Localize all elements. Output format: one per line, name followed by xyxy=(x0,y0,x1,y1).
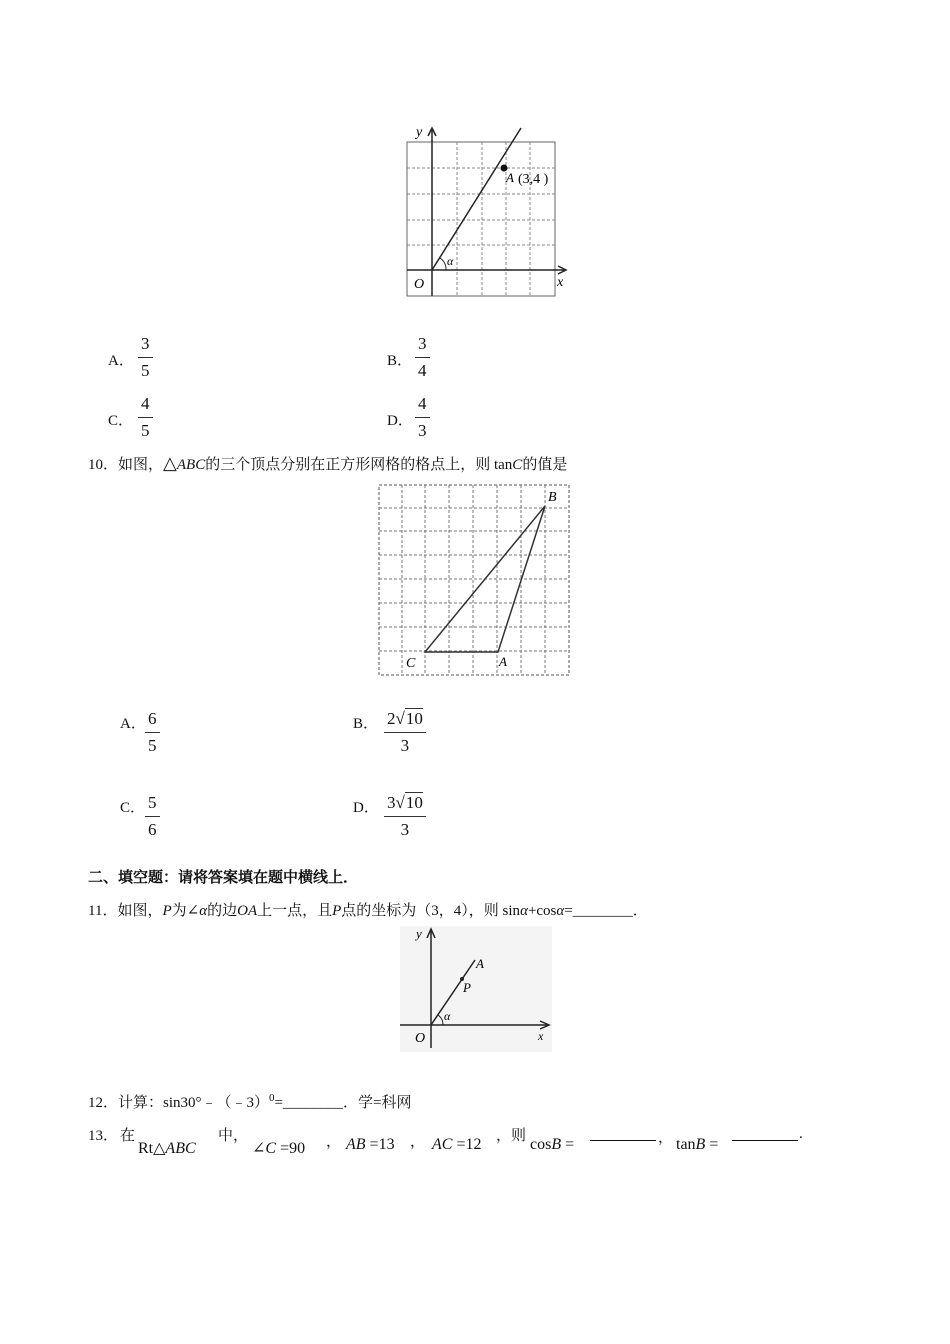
angle-label: α xyxy=(447,254,454,268)
q9-option-d-letter: D． xyxy=(387,413,413,429)
q10-option-c-fraction: 5 6 xyxy=(145,793,160,840)
figure-point-p xyxy=(396,924,556,1054)
origin-label: O xyxy=(415,1031,426,1046)
angle-label: α xyxy=(444,1009,451,1023)
q10-option-c-letter: C． xyxy=(120,800,146,816)
q10-option-a-letter: A． xyxy=(120,716,146,732)
point-p-label: P xyxy=(463,980,471,995)
origin-label: O xyxy=(414,277,425,292)
vertex-c-label: C xyxy=(406,656,416,671)
question-12-stem: 12．计算：sin30°﹣（﹣3）$^0$=________．学=科网 xyxy=(88,1092,412,1111)
q10-option-b-fraction: 2√10 3 xyxy=(384,709,426,756)
q10-option-a-fraction: 6 5 xyxy=(145,709,160,756)
figure-triangle-grid xyxy=(378,484,572,678)
question-10-stem: 10．如图，△ABC的三个顶点分别在正方形网格的格点上，则 tanC的值是 xyxy=(88,453,568,473)
point-a-label: A xyxy=(476,956,484,971)
vertex-a-label: A xyxy=(499,654,507,669)
ray-oa xyxy=(432,128,521,270)
question-11-stem: 11．如图，P为∠α的边OA上一点，且P点的坐标为（3，4），则 sinα+cosα=________． xyxy=(88,903,648,919)
section-2-heading: 二、填空题：请将答案填在题中横线上． xyxy=(88,868,359,886)
q9-option-d-fraction: 4 3 xyxy=(415,394,430,441)
q10-option-d-letter: D． xyxy=(353,800,379,816)
vertex-b-label: B xyxy=(548,490,557,505)
x-axis-label: x xyxy=(557,275,564,290)
point-a-label: A xyxy=(506,170,514,185)
figure-angle-alpha xyxy=(400,120,575,300)
q9-option-b-letter: B． xyxy=(387,353,413,369)
q9-option-c-fraction: 4 5 xyxy=(138,394,153,441)
x-axis-label: x xyxy=(538,1029,544,1043)
q9-option-b-fraction: 3 4 xyxy=(415,334,430,381)
question-13-stem: 13． 在 Rt△ABC 中， ∠C =90 ， AB =13 ， AC =12 ，则 cosB = ， tanB = . xyxy=(88,1126,803,1157)
q10-option-b-letter: B． xyxy=(353,716,379,732)
point-a-coords: (3,4 ) xyxy=(518,172,549,187)
q9-option-c-letter: C． xyxy=(108,413,134,429)
y-axis-label: y xyxy=(416,125,423,140)
q9-option-a-letter: A． xyxy=(108,353,134,369)
q10-option-d-fraction: 3√10 3 xyxy=(384,793,426,840)
y-axis-label: y xyxy=(416,926,422,941)
q9-option-a-fraction: 3 5 xyxy=(138,334,153,381)
